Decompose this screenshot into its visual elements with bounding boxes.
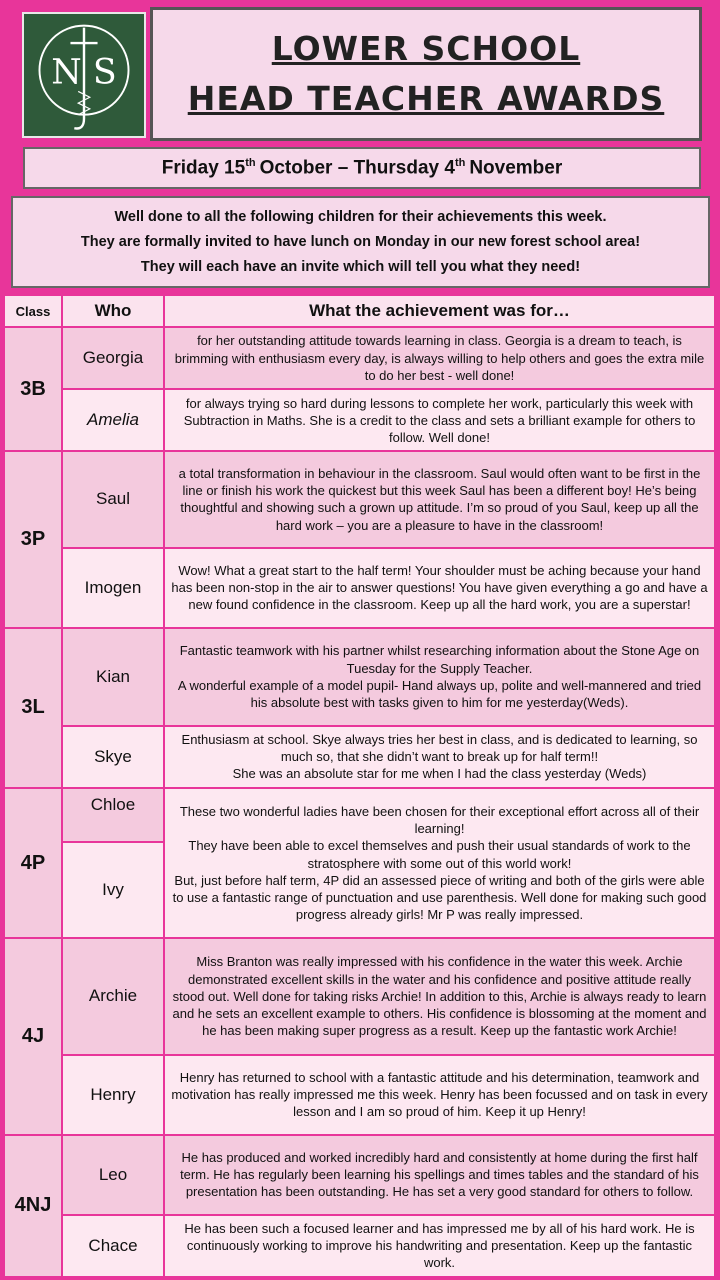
table-row bbox=[4, 788, 715, 842]
achievement-cell: Henry has returned to school with a fantastic attitude and his determination, teamwork and motivation has really impressed me this week. Henry has been focussed and on task in every lesson and I am so proud of him. Keep it up Henry! bbox=[164, 1055, 715, 1135]
table-row bbox=[4, 1055, 715, 1135]
achievement-cell: for her outstanding attitude towards learning in class. Georgia is a dream to teach, is brimming with enthusiasm every day, is always willing to help others and goes the extra mile to do her best - well done! bbox=[164, 327, 715, 389]
class-cell: 4NJ bbox=[4, 1135, 62, 1277]
who-cell: Kian bbox=[62, 628, 164, 726]
title-line-1: LOWER SCHOOL bbox=[271, 29, 581, 68]
achievement-cell: Enthusiasm at school. Skye always tries her best in class, and is dedicated to learning, so much so, that she didn’t want to break up for half term!! She was an absolute star for me when I had the class yesterday (Weds) bbox=[164, 726, 715, 788]
table-row bbox=[4, 726, 715, 788]
intro-message bbox=[11, 196, 710, 288]
awards-table bbox=[3, 294, 716, 1278]
achievement-cell: He has produced and worked incredibly hard and consistently at home during the first half term. He has regularly been learning his spellings and times tables and the standard of his presentation has been outstanding. He has set a very good standard for others to follow. bbox=[164, 1135, 715, 1215]
table-row bbox=[4, 1215, 715, 1277]
header-who: Who bbox=[62, 295, 164, 327]
table-row bbox=[4, 1135, 715, 1215]
class-cell: 3L bbox=[4, 628, 62, 788]
header-class: Class bbox=[4, 295, 62, 327]
message-line-2: They are formally invited to have lunch on Monday in our new forest school area! bbox=[80, 233, 641, 250]
title-panel bbox=[150, 7, 702, 141]
who-cell: Amelia bbox=[62, 389, 164, 451]
who-cell: Georgia bbox=[62, 327, 164, 389]
table-row bbox=[4, 327, 715, 389]
class-cell: 4J bbox=[4, 938, 62, 1134]
title-line-2: HEAD TEACHER AWARDS bbox=[187, 79, 665, 118]
class-cell: 3P bbox=[4, 451, 62, 627]
class-cell: 4P bbox=[4, 788, 62, 938]
who-cell: Ivy bbox=[62, 842, 164, 938]
achievement-cell: These two wonderful ladies have been chosen for their exceptional effort across all of their learning! They have been able to excel themselves and push their usual standards of work to the stratosphere with some out of this world work! But, just before half term, 4P did an assessed piece of writing and both of the girls were able to use a fantastic range of punctuation and use parenthesis. Well done for making such good progress already girls! Mr P was really impressed. bbox=[164, 788, 715, 938]
message-line-1: Well done to all the following children for their achievements this week. bbox=[114, 208, 607, 225]
school-crest-icon bbox=[24, 14, 144, 136]
header-what: What the achievement was for… bbox=[164, 295, 715, 327]
date-range bbox=[23, 147, 701, 189]
table-row bbox=[4, 451, 715, 547]
achievement-cell: Wow! What a great start to the half term! Your shoulder must be aching because your hand has been non-stop in the air to answer questions! You have given everything a go and have a new found confidence in the classroom. Keep up all the hard work, you are a superstar! bbox=[164, 548, 715, 628]
class-cell: 3B bbox=[4, 327, 62, 451]
date-start: Friday 15th October – bbox=[161, 156, 349, 179]
table-row bbox=[4, 548, 715, 628]
message-line-3: They will each have an invite which will tell you what they need! bbox=[140, 259, 581, 276]
table-row bbox=[4, 389, 715, 451]
table-row bbox=[4, 628, 715, 726]
who-cell: Henry bbox=[62, 1055, 164, 1135]
achievement-cell: Fantastic teamwork with his partner whilst researching information about the Stone Age on Tuesday for the Supply Teacher. A wonderful example of a model pupil- Hand always up, polite and well-mannered and tried his absolute best with tasks given to him for me yesterday(Weds). bbox=[164, 628, 715, 726]
who-cell: Imogen bbox=[62, 548, 164, 628]
who-cell: Leo bbox=[62, 1135, 164, 1215]
table-row bbox=[4, 938, 715, 1054]
achievement-cell: for always trying so hard during lessons to complete her work, particularly this week with Subtraction in Maths. She is a credit to the class and sets a brilliant example for others to follow. Well done! bbox=[164, 389, 715, 451]
table-header-row bbox=[4, 295, 715, 327]
achievement-cell: Miss Branton was really impressed with his confidence in the water this week. Archie demonstrated excellent skills in the water and his confidence and positive attitude really stood out. Well done for taking risks Archie! In addition to this, Archie is always ready to learn and he sets an excellent example to others. His confidence is blossoming at the moment and he has been making super progress as a result. Keep up the fantastic work Archie! bbox=[164, 938, 715, 1054]
achievement-cell: He has been such a focused learner and has impressed me by all of his hard work. He is continuously working to improve his handwriting and presentation. Keep up the fantastic work. bbox=[164, 1215, 715, 1277]
who-cell: Chace bbox=[62, 1215, 164, 1277]
who-cell: Archie bbox=[62, 938, 164, 1054]
who-cell: Saul bbox=[62, 451, 164, 547]
who-cell: Chloe bbox=[62, 788, 164, 842]
date-end: Thursday 4th November bbox=[353, 156, 563, 179]
achievement-cell: a total transformation in behaviour in the classroom. Saul would often want to be first in the line or finish his work the quickest but this week Saul has been a different boy! He’s being thoughtful and showing such a grown up attitude. I’m so proud of you Saul, keep up all the hard work – you are a pleasure to have in the classroom! bbox=[164, 451, 715, 547]
svg-text:N S: N S bbox=[51, 52, 117, 93]
school-logo bbox=[22, 12, 146, 138]
who-cell: Skye bbox=[62, 726, 164, 788]
